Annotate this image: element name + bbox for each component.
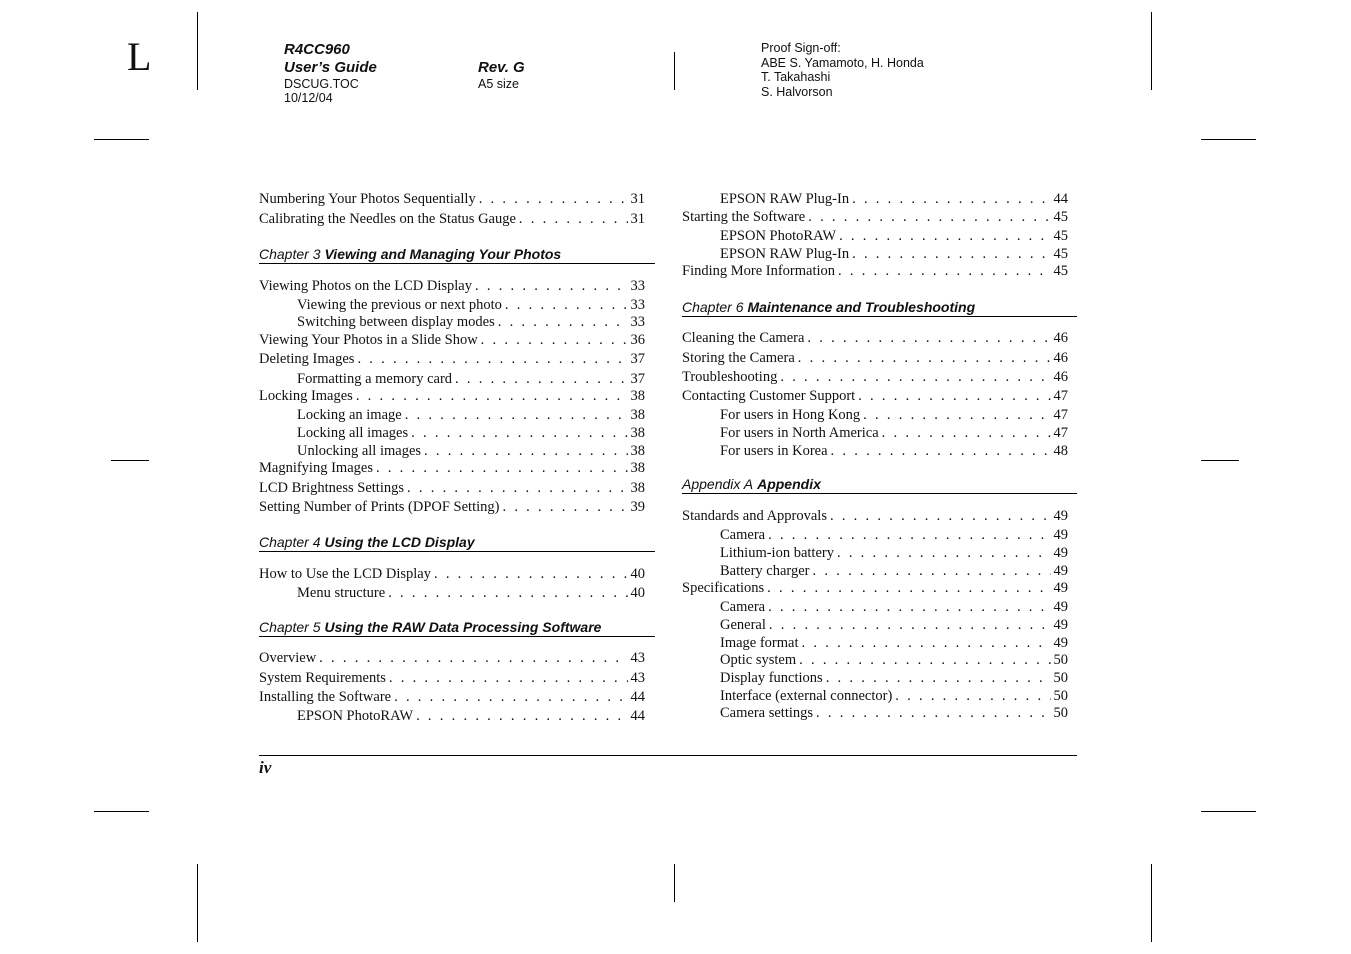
chapter-heading[interactable]	[259, 533, 655, 552]
toc-entry[interactable]	[682, 579, 1068, 597]
toc-entry-title: Display functions	[720, 670, 823, 686]
toc-entry-title: Setting Number of Prints (DPOF Setting)	[259, 499, 500, 515]
toc-entry-title: Locking all images	[297, 425, 409, 441]
toc-entry-page: 43	[630, 670, 645, 686]
toc-entry-title: Locking Images	[259, 388, 353, 404]
toc-entry-page: 38	[630, 388, 645, 404]
toc-entry-title: Standards and Approvals	[682, 508, 827, 524]
toc-entry-title: LCD Brightness Settings	[259, 480, 405, 496]
toc-entry[interactable]	[682, 329, 1068, 347]
toc-leader-dots	[411, 424, 627, 442]
toc-leader-dots	[807, 329, 1050, 347]
toc-entry[interactable]	[259, 350, 645, 368]
toc-entry[interactable]	[259, 387, 645, 405]
toc-entry-page: 45	[1053, 209, 1068, 225]
chapter-heading[interactable]	[259, 618, 655, 637]
toc-entry[interactable]	[682, 349, 1068, 367]
toc-entry-page: 50	[1053, 688, 1068, 704]
toc-leader-dots	[826, 669, 1051, 687]
toc-leader-dots	[455, 370, 627, 388]
crop-mark-top-left	[197, 12, 198, 90]
toc-subentry[interactable]	[720, 634, 1068, 652]
proof-label: Proof Sign-off:	[761, 41, 841, 55]
crop-mark-top-right	[1151, 12, 1152, 90]
toc-subentry[interactable]	[720, 562, 1068, 580]
toc-entry-page: 33	[630, 278, 645, 294]
toc-subentry[interactable]	[720, 651, 1068, 669]
toc-entry-page: 44	[630, 689, 645, 705]
toc-entry-title: Viewing Photos on the LCD Display	[259, 278, 472, 294]
toc-entry[interactable]	[682, 387, 1068, 405]
appendix-heading[interactable]	[682, 475, 1077, 494]
toc-leader-dots	[816, 704, 1050, 722]
toc-leader-dots	[863, 406, 1050, 424]
toc-leader-dots	[319, 649, 627, 667]
toc-entry[interactable]	[259, 459, 645, 477]
toc-leader-dots	[405, 406, 628, 424]
chapter-title: Viewing and Managing Your Photos	[324, 246, 562, 262]
toc-entry[interactable]	[259, 565, 645, 583]
toc-entry-page: 48	[1053, 443, 1068, 459]
chapter-title: Using the RAW Data Processing Software	[324, 619, 602, 635]
toc-leader-dots	[895, 687, 1050, 705]
toc-subentry[interactable]	[720, 190, 1068, 208]
toc-subentry[interactable]	[720, 687, 1068, 705]
toc-leader-dots	[424, 442, 627, 460]
toc-entry-title: Camera settings	[720, 705, 814, 721]
toc-entry-page: 49	[1053, 599, 1068, 615]
toc-entry-page: 49	[1053, 508, 1068, 524]
corner-mark-L: L	[127, 34, 152, 79]
toc-entry-page: 49	[1053, 635, 1068, 651]
toc-subentry[interactable]	[720, 245, 1068, 263]
toc-leader-dots	[808, 208, 1050, 226]
toc-entry[interactable]	[259, 498, 645, 516]
toc-entry-page: 49	[1053, 545, 1068, 561]
chapter-title: Maintenance and Troubleshooting	[747, 299, 976, 315]
toc-entry-title: Lithium-ion battery	[720, 545, 834, 561]
toc-entry[interactable]	[259, 479, 645, 497]
toc-entry-page: 31	[630, 211, 645, 227]
toc-leader-dots	[768, 598, 1050, 616]
toc-entry[interactable]	[259, 331, 645, 349]
toc-entry-page: 50	[1053, 705, 1068, 721]
chapter-number: Chapter 5	[259, 619, 321, 635]
toc-entry-page: 33	[630, 297, 645, 313]
toc-entry-title: How to Use the LCD Display	[259, 566, 431, 582]
toc-subentry[interactable]	[720, 598, 1068, 616]
revision: Rev. G	[478, 59, 525, 76]
toc-entry-page: 47	[1053, 407, 1068, 423]
toc-entry-title: Starting the Software	[682, 209, 806, 225]
toc-leader-dots	[505, 296, 628, 314]
toc-entry-page: 37	[630, 351, 645, 367]
toc-entry-page: 38	[630, 460, 645, 476]
toc-entry-title: Optic system	[720, 652, 797, 668]
toc-entry-title: Locking an image	[297, 407, 402, 423]
toc-leader-dots	[839, 227, 1050, 245]
doc-date: 10/12/04	[284, 91, 333, 105]
toc-leader-dots	[475, 277, 628, 295]
footer-rule	[259, 755, 1077, 756]
toc-entry-page: 47	[1053, 425, 1068, 441]
toc-entry-title: Camera	[720, 527, 766, 543]
toc-entry-title: Installing the Software	[259, 689, 392, 705]
proof-signer-2: T. Takahashi	[761, 70, 831, 84]
toc-entry-page: 40	[630, 585, 645, 601]
toc-entry-title: EPSON PhotoRAW	[297, 708, 414, 724]
toc-subentry[interactable]	[297, 313, 645, 331]
toc-entry-title: EPSON PhotoRAW	[720, 228, 837, 244]
chapter-title: Using the LCD Display	[324, 534, 475, 550]
toc-entry[interactable]	[259, 669, 645, 687]
toc-subentry[interactable]	[720, 424, 1068, 442]
toc-leader-dots	[481, 331, 628, 349]
toc-leader-dots	[357, 350, 627, 368]
toc-leader-dots	[838, 262, 1050, 280]
toc-leader-dots	[798, 349, 1051, 367]
crop-mark-bottom-center	[674, 864, 675, 902]
toc-entry-page: 37	[630, 371, 645, 387]
toc-subentry[interactable]	[720, 526, 1068, 544]
toc-entry-title: Formatting a memory card	[297, 371, 453, 387]
toc-entry-title: Viewing Your Photos in a Slide Show	[259, 332, 478, 348]
toc-entry-title: Camera	[720, 599, 766, 615]
toc-entry-title: Magnifying Images	[259, 460, 373, 476]
toc-entry-page: 38	[630, 425, 645, 441]
toc-leader-dots	[852, 190, 1050, 208]
toc-subentry[interactable]	[720, 616, 1068, 634]
toc-leader-dots	[837, 544, 1051, 562]
toc-entry-title: General	[720, 617, 766, 633]
toc-entry-page: 38	[630, 407, 645, 423]
toc-entry-page: 31	[630, 191, 645, 207]
toc-leader-dots	[502, 498, 627, 516]
toc-entry-page: 46	[1053, 369, 1068, 385]
toc-leader-dots	[813, 562, 1051, 580]
toc-entry-page: 39	[630, 499, 645, 515]
toc-entry-title: Deleting Images	[259, 351, 355, 367]
toc-entry-page: 45	[1053, 246, 1068, 262]
toc-leader-dots	[882, 424, 1051, 442]
doc-code: R4CC960	[284, 41, 350, 58]
toc-entry-page: 46	[1053, 350, 1068, 366]
paper-size: A5 size	[478, 77, 519, 91]
toc-subentry[interactable]	[720, 442, 1068, 460]
toc-entry-title: Finding More Information	[682, 263, 836, 279]
toc-entry-page: 47	[1053, 388, 1068, 404]
toc-subentry[interactable]	[720, 227, 1068, 245]
toc-entry-title: EPSON RAW Plug-In	[720, 246, 850, 262]
toc-entry-page: 33	[630, 314, 645, 330]
toc-subentry[interactable]	[297, 424, 645, 442]
toc-entry-title: Numbering Your Photos Sequentially	[259, 191, 476, 207]
chapter-number: Chapter 6	[682, 299, 744, 315]
page-folio: iv	[259, 758, 272, 777]
toc-entry-title: Storing the Camera	[682, 350, 795, 366]
toc-leader-dots	[799, 651, 1050, 669]
toc-entry-page: 38	[630, 480, 645, 496]
toc-entry-title: For users in Korea	[720, 443, 828, 459]
crop-mark-left-middle	[111, 460, 149, 461]
toc-subentry[interactable]	[720, 406, 1068, 424]
toc-entry[interactable]	[259, 277, 645, 295]
toc-entry-title: Image format	[720, 635, 799, 651]
toc-entry-page: 36	[630, 332, 645, 348]
toc-entry-page: 49	[1053, 617, 1068, 633]
toc-entry[interactable]	[682, 507, 1068, 525]
file-name: DSCUG.TOC	[284, 77, 359, 91]
chapter-number: Chapter 4	[259, 534, 321, 550]
toc-leader-dots	[519, 210, 628, 228]
toc-entry[interactable]	[682, 262, 1068, 280]
toc-leader-dots	[830, 507, 1051, 525]
toc-subentry[interactable]	[720, 669, 1068, 687]
crop-mark-right-middle	[1201, 460, 1239, 461]
toc-leader-dots	[858, 387, 1050, 405]
toc-subentry[interactable]	[297, 406, 645, 424]
toc-entry[interactable]	[259, 190, 645, 208]
toc-entry-title: For users in Hong Kong	[720, 407, 861, 423]
toc-entry-title: Switching between display modes	[297, 314, 495, 330]
toc-entry[interactable]	[682, 208, 1068, 226]
crop-mark-bottom-right	[1151, 864, 1152, 942]
chapter-heading[interactable]	[259, 245, 655, 264]
toc-entry-page: 50	[1053, 652, 1068, 668]
toc-subentry[interactable]	[297, 370, 645, 388]
crop-mark-top-center	[674, 52, 675, 90]
crop-mark-right-upper	[1201, 139, 1256, 140]
toc-subentry[interactable]	[297, 442, 645, 460]
toc-entry-title: System Requirements	[259, 670, 386, 686]
toc-entry[interactable]	[682, 368, 1068, 386]
toc-entry[interactable]	[259, 688, 645, 706]
toc-subentry[interactable]	[720, 544, 1068, 562]
toc-leader-dots	[769, 616, 1051, 634]
proof-signer-3: S. Halvorson	[761, 85, 833, 99]
toc-leader-dots	[416, 707, 627, 725]
toc-entry-title: EPSON RAW Plug-In	[720, 191, 850, 207]
toc-entry-page: 44	[630, 708, 645, 724]
toc-subentry[interactable]	[720, 704, 1068, 722]
toc-leader-dots	[831, 442, 1051, 460]
toc-entry-page: 45	[1053, 263, 1068, 279]
toc-entry-page: 49	[1053, 527, 1068, 543]
toc-leader-dots	[407, 479, 627, 497]
toc-leader-dots	[767, 579, 1050, 597]
toc-leader-dots	[389, 669, 628, 687]
toc-leader-dots	[394, 688, 627, 706]
toc-right-column	[682, 0, 1077, 954]
toc-entry-title: Cleaning the Camera	[682, 330, 805, 346]
toc-entry-page: 40	[630, 566, 645, 582]
toc-entry[interactable]	[259, 649, 645, 667]
doc-title: User’s Guide	[284, 59, 377, 76]
chapter-number: Chapter 3	[259, 246, 321, 262]
toc-entry-page: 38	[630, 443, 645, 459]
toc-entry-title: Troubleshooting	[682, 369, 778, 385]
toc-entry-title: Overview	[259, 650, 317, 666]
toc-leader-dots	[388, 584, 627, 602]
toc-entry-title: Calibrating the Needles on the Status Gauge	[259, 211, 516, 227]
toc-entry-page: 45	[1053, 228, 1068, 244]
toc-entry-page: 43	[630, 650, 645, 666]
toc-entry-title: Viewing the previous or next photo	[297, 297, 502, 313]
toc-entry-page: 44	[1053, 191, 1068, 207]
toc-leader-dots	[434, 565, 628, 583]
toc-leader-dots	[852, 245, 1050, 263]
toc-entry-page: 50	[1053, 670, 1068, 686]
toc-entry-title: Specifications	[682, 580, 765, 596]
toc-leader-dots	[780, 368, 1050, 386]
crop-mark-left-upper	[94, 139, 149, 140]
toc-entry-title: Interface (external connector)	[720, 688, 893, 704]
toc-leader-dots	[768, 526, 1050, 544]
toc-entry-title: For users in North America	[720, 425, 879, 441]
toc-entry[interactable]	[259, 210, 645, 228]
toc-left-column	[259, 0, 655, 954]
toc-leader-dots	[376, 459, 628, 477]
appendix-title: Appendix	[757, 476, 821, 492]
toc-entry-page: 49	[1053, 580, 1068, 596]
toc-leader-dots	[802, 634, 1051, 652]
toc-entry-page: 49	[1053, 563, 1068, 579]
toc-subentry[interactable]	[297, 296, 645, 314]
toc-subentry[interactable]	[297, 707, 645, 725]
chapter-heading[interactable]	[682, 298, 1077, 317]
toc-entry-title: Unlocking all images	[297, 443, 422, 459]
appendix-label: Appendix A	[682, 476, 754, 492]
crop-mark-bottom-left	[197, 864, 198, 942]
toc-entry-title: Contacting Customer Support	[682, 388, 856, 404]
crop-mark-left-lower	[94, 811, 149, 812]
toc-subentry[interactable]	[297, 584, 645, 602]
toc-leader-dots	[498, 313, 628, 331]
toc-leader-dots	[479, 190, 628, 208]
toc-leader-dots	[356, 387, 628, 405]
toc-entry-title: Battery charger	[720, 563, 810, 579]
toc-entry-page: 46	[1053, 330, 1068, 346]
toc-entry-title: Menu structure	[297, 585, 386, 601]
proof-signer-1: ABE S. Yamamoto, H. Honda	[761, 56, 924, 70]
crop-mark-right-lower	[1201, 811, 1256, 812]
